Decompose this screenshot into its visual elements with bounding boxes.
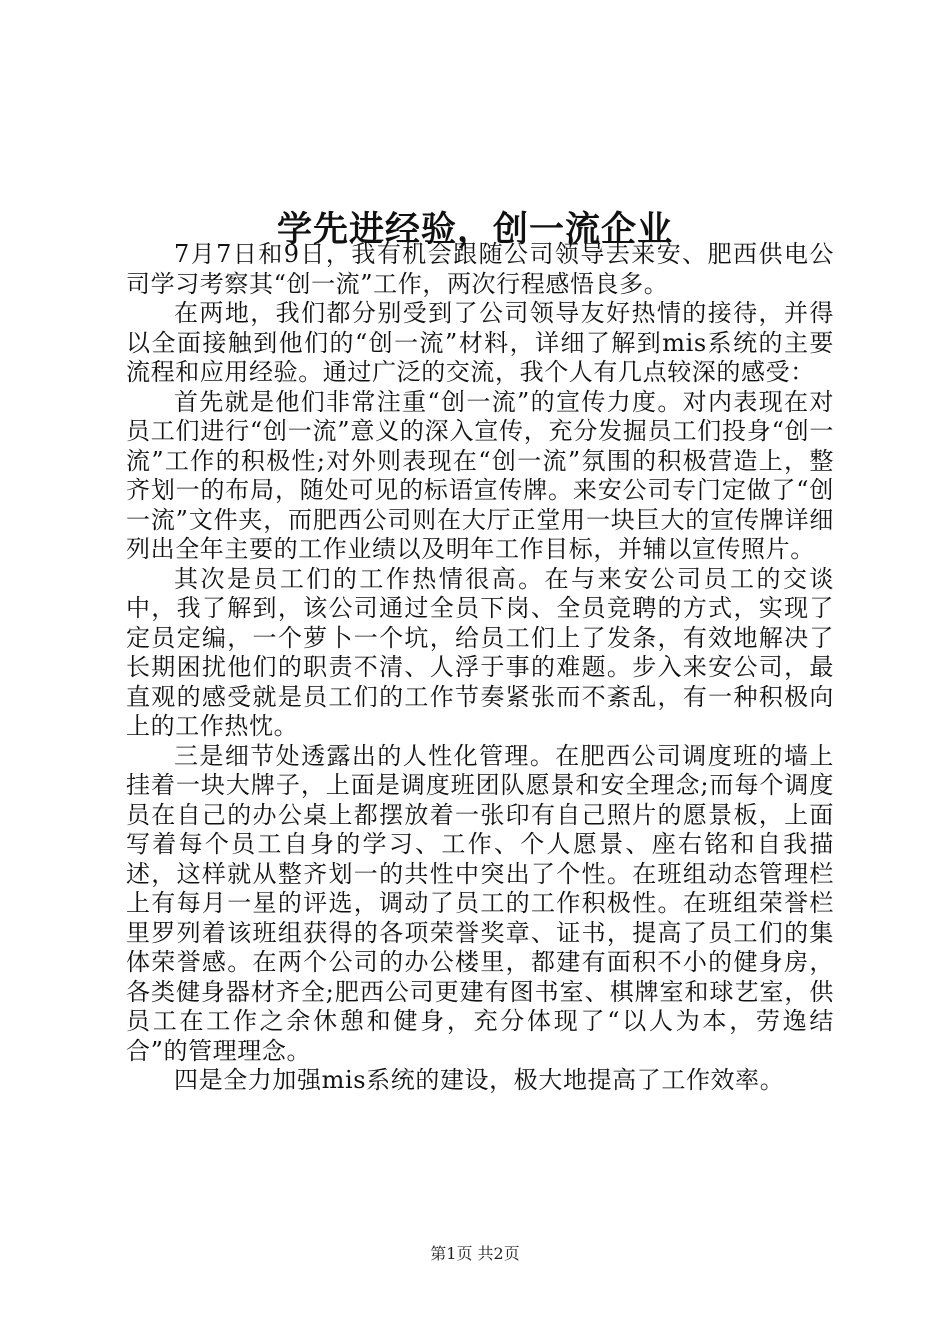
paragraph-5: 三是细节处透露出的人性化管理。在肥西公司调度班的墙上挂着一块大牌子，上面是调度班团队愿景和安全理念;而每个调度员在自己的办公桌上都摆放着一张印有自己照片的愿景板，上面写着每个员工自身的学习、工作、个人愿景、座右铭和自我描述，这样就从整齐划一的共性中突出了个性。在班组动态管理栏上有每月一星的评选，调动了员工的工作积极性。在班组荣誉栏里罗列着该班组获得的各项荣誉奖章、证书，提高了员工们的集体荣誉感。在两个公司的办公楼里，都建有面积不小的健身房，各类健身器材齐全;肥西公司更建有图书室、棋牌室和球艺室，供员工在工作之余休憩和健身，充分体现了“以人为本，劳逸结合”的管理理念。 bbox=[126, 741, 834, 1065]
document-body bbox=[126, 240, 834, 1096]
paragraph-1: 7月7日和9日，我有机会跟随公司领导去来安、肥西供电公司学习考察其“创一流”工作，两次行程感悟良多。 bbox=[126, 240, 834, 298]
paragraph-6: 四是全力加强mis系统的建设，极大地提高了工作效率。 bbox=[174, 1066, 785, 1094]
paragraph-3: 首先就是他们非常注重“创一流”的宣传力度。对内表现在对员工们进行“创一流”意义的深入宣传，充分发掘员工们投身“创一流”工作的积极性;对外则表现在“创一流”氛围的积极营造上，整齐划一的布局，随处可见的标语宣传牌。来安公司专门定做了“创一流”文件夹，而肥西公司则在大厅正堂用一块巨大的宣传牌详细列出全年主要的工作业绩以及明年工作目标，并辅以宣传照片。 bbox=[126, 387, 834, 563]
page-footer: 第1页 共2页 bbox=[430, 1244, 520, 1263]
paragraph-4: 其次是员工们的工作热情很高。在与来安公司员工的交谈中，我了解到，该公司通过全员下岗、全员竞聘的方式，实现了定员定编，一个萝卜一个坑，给员工们上了发条，有效地解决了长期困扰他们的职责不清、人浮于事的难题。步入来安公司，最直观的感受就是员工们的工作节奏紧张而不紊乱，有一种积极向上的工作热忱。 bbox=[126, 564, 834, 740]
document-title: 学先进经验，创一流企业 bbox=[276, 210, 673, 251]
paragraph-2: 在两地，我们都分别受到了公司领导友好热情的接待，并得以全面接触到他们的“创一流”材料，详细了解到mis系统的主要流程和应用经验。通过广泛的交流，我个人有几点较深的感受： bbox=[126, 299, 834, 386]
